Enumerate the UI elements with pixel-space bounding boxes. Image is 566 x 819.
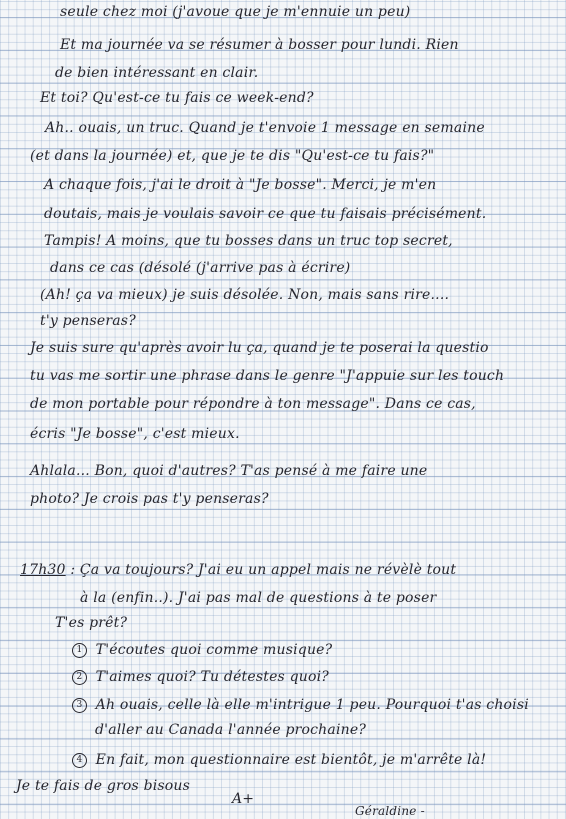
text-line	[20, 562, 456, 578]
text-line: Et ma journée va se résumer à bosser pour lundi. Rien	[60, 37, 459, 53]
text-line: à la (enfin..). J'ai pas mal de questions à te poser	[80, 590, 437, 606]
question-item	[72, 642, 332, 658]
question-text: En fait, mon questionnaire est bientôt, je m'arrête là!	[95, 752, 487, 768]
text-fragment: : Ça va toujours? J'ai eu un appel mais ne révèlè tout	[70, 562, 457, 578]
text-line: (Ah! ça va mieux) je suis désolée. Non, mais sans rire....	[40, 287, 450, 303]
question-item	[72, 669, 329, 685]
text-line: doutais, mais je voulais savoir ce que tu faisais précisément.	[44, 206, 487, 222]
text-line: (et dans la journée) et, que je te dis "Qu'est-ce tu fais?"	[30, 148, 435, 164]
text-line: seule chez moi (j'avoue que je m'ennuie un peu)	[60, 4, 411, 20]
circled-number: 1	[72, 643, 87, 658]
circled-number: 4	[72, 753, 87, 768]
closing-abbrev: A+	[232, 791, 255, 807]
text-line: Ah.. ouais, un truc. Quand je t'envoie 1 message en semaine	[45, 120, 485, 136]
time-stamp: 17h30	[20, 562, 66, 578]
question-item	[72, 752, 486, 768]
question-item	[72, 697, 529, 713]
text-line: photo? Je crois pas t'y penseras?	[30, 491, 269, 507]
text-line: A chaque fois, j'ai le droit à "Je bosse". Merci, je m'en	[44, 177, 437, 193]
text-line: t'y penseras?	[40, 313, 136, 329]
text-line: de mon portable pour répondre à ton message". Dans ce cas,	[30, 396, 476, 412]
text-line: écris "Je bosse", c'est mieux.	[30, 426, 240, 442]
text-line: Tampis! A moins, que tu bosses dans un truc top secret,	[44, 233, 453, 249]
circled-number: 3	[72, 698, 87, 713]
text-line: tu vas me sortir une phrase dans le genre "J'appuie sur les touch	[30, 368, 505, 384]
text-line: T'es prêt?	[55, 615, 128, 631]
text-line: d'aller au Canada l'année prochaine?	[95, 722, 367, 738]
signature: Géraldine -	[355, 804, 425, 818]
text-line: Et toi? Qu'est-ce tu fais ce week-end?	[40, 90, 314, 106]
question-text: Ah ouais, celle là elle m'intrigue 1 peu. Pourquoi t'as choisi	[95, 697, 529, 713]
text-line: Je suis sure qu'après avoir lu ça, quand je te poserai la questio	[30, 340, 489, 356]
text-line: de bien intéressant en clair.	[55, 65, 259, 81]
closing-line: Je te fais de gros bisous	[16, 778, 191, 794]
question-text: T'aimes quoi? Tu détestes quoi?	[95, 669, 329, 685]
question-text: T'écoutes quoi comme musique?	[95, 642, 333, 658]
text-line: dans ce cas (désolé (j'arrive pas à écrire)	[50, 260, 351, 276]
circled-number: 2	[72, 670, 87, 685]
text-line: Ahlala... Bon, quoi d'autres? T'as pensé à me faire une	[30, 463, 428, 479]
